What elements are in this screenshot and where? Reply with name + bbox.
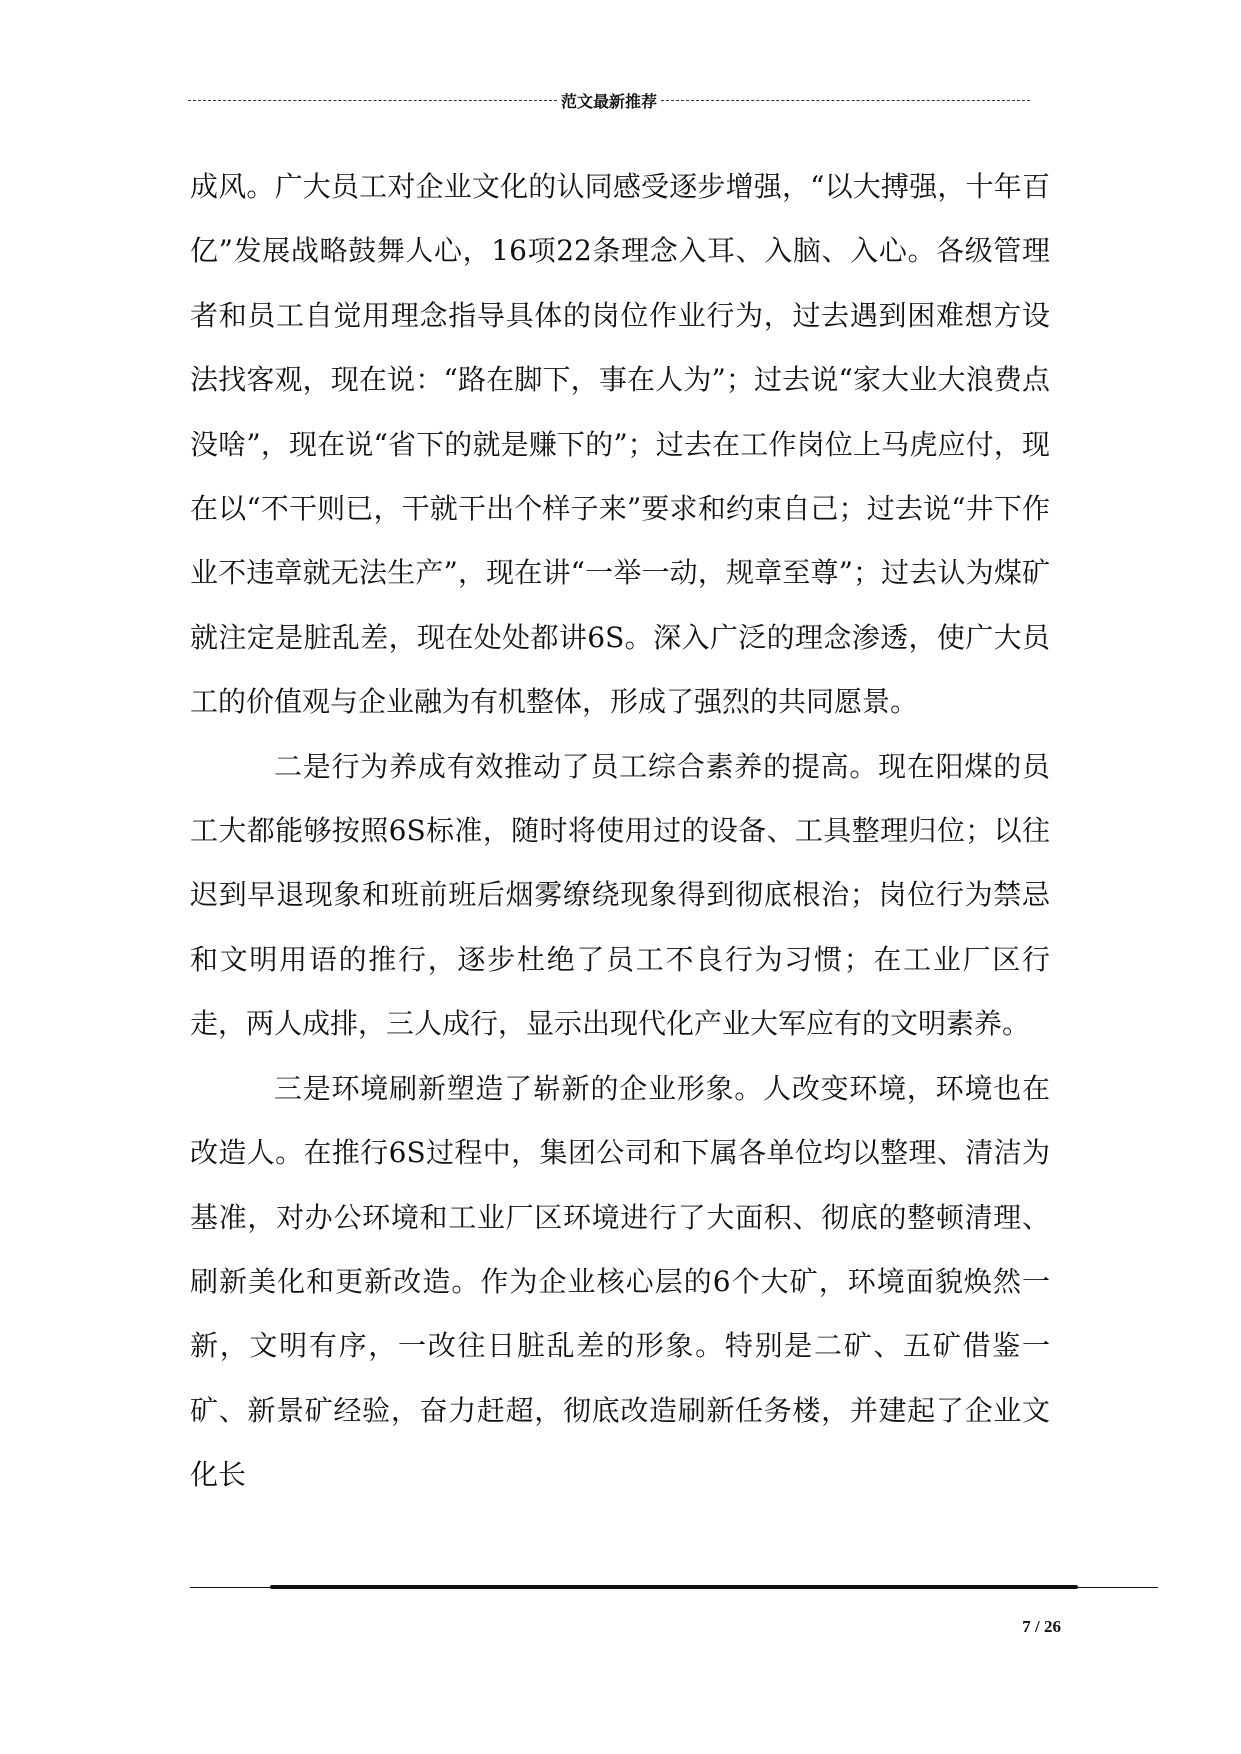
paragraph-2: 二是行为养成有效推动了员工综合素养的提高。现在阳煤的员工大都能够按照6S标准，随时将使用过的设备、工具整理归位；以往迟到早退现象和班前班后烟雾缭绕现象得到彻底根治；岗位行为禁忌和文明用语的推行，逐步杜绝了员工不良行为习惯；在工业厂区行走，两人成排，三人成行，显示出现代化产业大军应有的文明素养。 — [190, 749, 1050, 1041]
document-body — [190, 155, 1050, 1508]
footer-thick-line — [270, 1585, 1078, 1589]
header-dashed-line-left — [188, 100, 557, 101]
header-dashed-line-right — [661, 100, 1030, 101]
paragraph-1: 成风。广大员工对企业文化的认同感受逐步增强，“以大搏强，十年百亿”发展战略鼓舞人心，16项22条理念入耳、入脑、入心。各级管理者和员工自觉用理念指导具体的岗位作业行为，过去遇到困难想方设法找客观，现在说：“路在脚下，事在人为”；过去说“家大业大浪费点没啥”，现在说“省下的就是赚下的”；过去在工作岗位上马虎应付，现在以“不干则已，干就干出个样子来”要求和约束自己；过去说“井下作业不违章就无法生产”，现在讲“一举一动，规章至尊”；过去认为煤矿就注定是脏乱差，现在处处都讲6S。深入广泛的理念渗透，使广大员工的价值观与企业融为有机整体，形成了强烈的共同愿景。 — [190, 170, 1050, 719]
page-number: 7 / 26 — [1022, 1617, 1061, 1636]
header-title: 范文最新推荐 — [561, 91, 658, 111]
page-header — [188, 88, 1030, 112]
paragraph-3: 三是环境刷新塑造了崭新的企业形象。人改变环境，环境也在改造人。在推行6S过程中，集团公司和下属各单位均以整理、清洁为基准，对办公环境和工业厂区环境进行了大面积、彻底的整顿清理、刷新美化和更新改造。作为企业核心层的6个大矿，环境面貌焕然一新，文明有序，一改往日脏乱差的形象。特别是二矿、五矿借鉴一矿、新景矿经验，奋力赶超，彻底改造刷新任务楼，并建起了企业文化长 — [190, 1071, 1050, 1492]
footer-rule — [190, 1582, 1158, 1592]
